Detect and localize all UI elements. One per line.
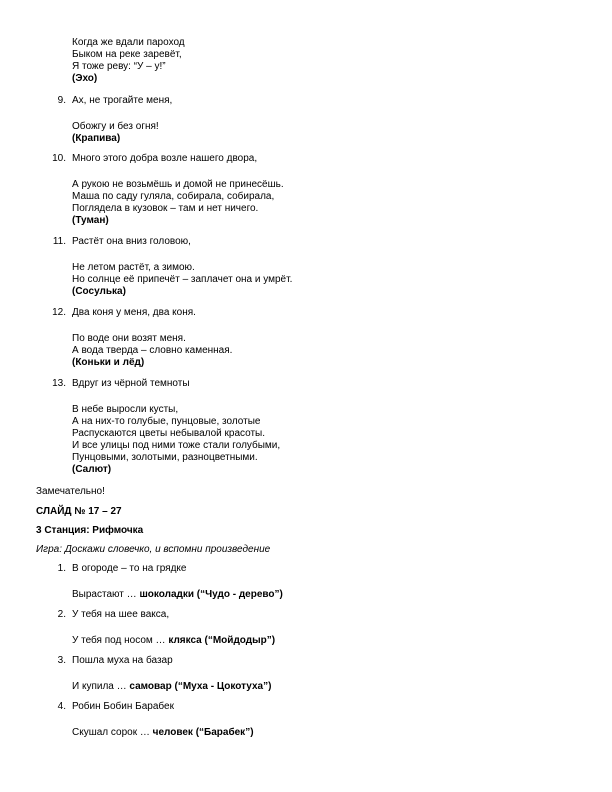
riddle-answer: (Эхо) bbox=[72, 73, 98, 84]
poem-line: У тебя на шее вакса, bbox=[72, 609, 170, 620]
rhyme-prompt: У тебя под носом … bbox=[72, 635, 169, 646]
poem-line: Ах, не трогайте меня, bbox=[72, 95, 173, 106]
poem-line: Два коня у меня, два коня. bbox=[72, 307, 196, 318]
poem-line: Когда же вдали пароход bbox=[72, 37, 185, 48]
poem-line: В небе выросли кусты, bbox=[72, 404, 179, 415]
poem-line: Не летом растёт, а зимою. bbox=[72, 262, 195, 273]
rhyme-answer: шоколадки (“Чудо - дерево”) bbox=[139, 589, 283, 600]
poem-line: А рукою не возьмёшь и домой не принесёшь. bbox=[72, 179, 284, 190]
poem-line: Маша по саду гуляла, собирала, собирала, bbox=[72, 191, 275, 202]
riddle-answer: (Салют) bbox=[72, 464, 112, 475]
poem-line: Поглядела в кузовок – там и нет ничего. bbox=[72, 203, 259, 214]
poem-line: Растёт она вниз головою, bbox=[72, 236, 191, 247]
rhyme-prompt: Скушал сорок … bbox=[72, 727, 153, 738]
game-instruction: Игра: Доскажи словечко, и вспомни произведение bbox=[36, 544, 271, 555]
poem-line: Обожгу и без огня! bbox=[72, 121, 159, 132]
rhyme-answer: самовар (“Муха - Цокотуха”) bbox=[129, 681, 272, 692]
rhyme-prompt: Вырастают … bbox=[72, 589, 140, 600]
list-number: 4. bbox=[57, 701, 66, 712]
poem-line: Пунцовыми, золотыми, разноцветными. bbox=[72, 452, 258, 463]
remark-text: Замечательно! bbox=[36, 486, 105, 497]
poem-line: Быком на реке заревёт, bbox=[72, 49, 182, 60]
list-number: 3. bbox=[57, 655, 66, 666]
list-number: 2. bbox=[57, 609, 66, 620]
list-number: 9. bbox=[57, 95, 66, 106]
list-number: 11. bbox=[52, 236, 66, 247]
riddle-answer: (Сосулька) bbox=[72, 286, 126, 297]
poem-line: По воде они возят меня. bbox=[72, 333, 186, 344]
rhyme-answer: человек (“Барабек”) bbox=[152, 727, 254, 738]
poem-line: В огороде – то на грядке bbox=[72, 563, 187, 574]
slide-heading: СЛАЙД № 17 – 27 bbox=[36, 506, 122, 517]
poem-line: Распускаются цветы небывалой красоты. bbox=[72, 428, 266, 439]
rhyme-answer: клякса (“Мойдодыр”) bbox=[168, 635, 276, 646]
poem-line: Робин Бобин Барабек bbox=[72, 701, 174, 712]
list-number: 13. bbox=[52, 378, 66, 389]
poem-line: Много этого добра возле нашего двора, bbox=[72, 153, 258, 164]
riddle-answer: (Туман) bbox=[72, 215, 109, 226]
list-number: 12. bbox=[52, 307, 66, 318]
list-number: 10. bbox=[52, 153, 66, 164]
poem-line bbox=[72, 635, 275, 647]
list-number: 1. bbox=[57, 563, 66, 574]
poem-line bbox=[72, 727, 254, 739]
poem-line: А вода тверда – словно каменная. bbox=[72, 345, 233, 356]
poem-line: А на них-то голубые, пунцовые, золотые bbox=[72, 416, 261, 427]
poem-line: Но солнце её припечёт – заплачет она и умрёт. bbox=[72, 274, 293, 285]
poem-line bbox=[72, 589, 283, 601]
poem-line: И все улицы под ними тоже стали голубыми, bbox=[72, 440, 281, 451]
poem-line: Я тоже реву: “У – у!” bbox=[72, 61, 166, 72]
poem-line: Вдруг из чёрной темноты bbox=[72, 378, 190, 389]
riddle-answer: (Коньки и лёд) bbox=[72, 357, 145, 368]
poem-line bbox=[72, 681, 271, 693]
riddle-answer: (Крапива) bbox=[72, 133, 121, 144]
poem-line: Пошла муха на базар bbox=[72, 655, 173, 666]
rhyme-prompt: И купила … bbox=[72, 681, 130, 692]
station-heading: 3 Станция: Рифмочка bbox=[36, 525, 144, 536]
